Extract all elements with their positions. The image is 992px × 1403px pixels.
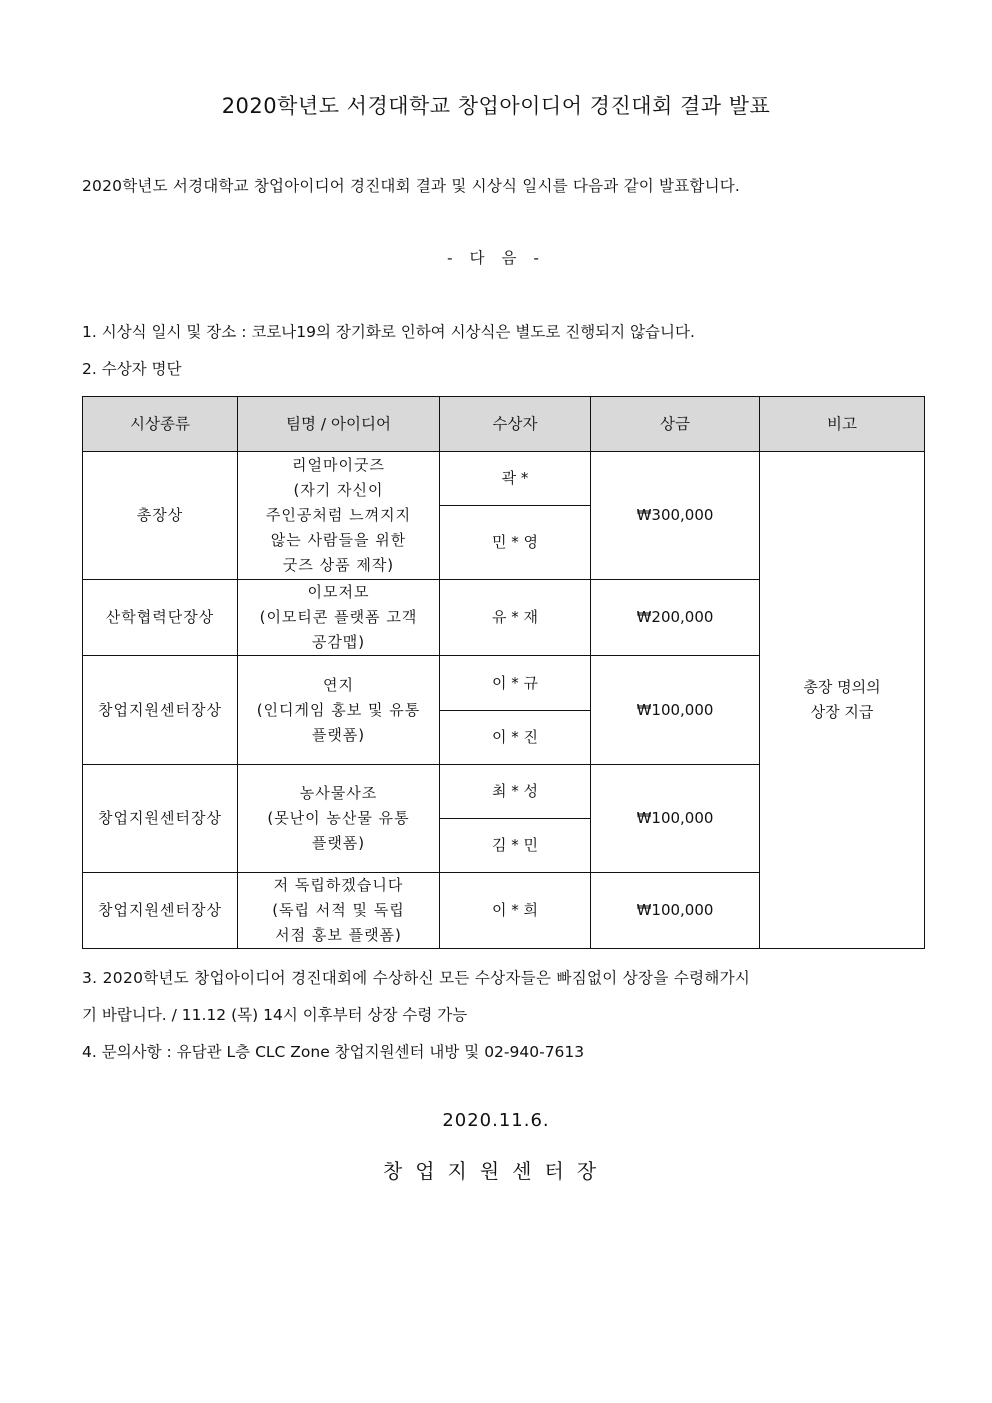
award-type-cell: 창업지원센터장상 (83, 873, 238, 949)
table-header-row (83, 397, 925, 452)
table-row (83, 452, 925, 506)
document-title: 2020학년도 서경대학교 창업아이디어 경진대회 결과 발표 (221, 94, 771, 118)
winner-cell: 김 * 민 (440, 819, 591, 873)
winner-cell: 이 * 규 (440, 656, 591, 711)
team-line: 않는 사람들을 위한 (270, 531, 407, 549)
note-line: 상장 지급 (810, 703, 874, 721)
award-type-cell: 산학협력단장상 (83, 580, 238, 656)
team-line: 플랫폼) (311, 725, 366, 744)
team-line: 이모저모 (307, 583, 370, 601)
prize-cell: ₩100,000 (591, 765, 760, 873)
award-type-cell: 창업지원센터장상 (83, 765, 238, 873)
team-line: (이모티콘 플랫폼 고객 (259, 608, 418, 626)
section-marker: - 다 음 - (447, 249, 545, 267)
team-idea-cell (238, 765, 440, 873)
header-note: 비고 (760, 397, 925, 452)
item-certificate-pickup-line2: 기 바랍니다. / 11.12 (목) 14시 이후부터 상장 수령 가능 (82, 1006, 468, 1024)
winner-cell: 최 * 성 (440, 765, 591, 819)
team-line: 굿즈 상품 제작) (282, 556, 395, 574)
team-line: (자기 자신이 (293, 481, 384, 499)
team-line: 농사물사조 (299, 784, 378, 802)
team-idea-cell (238, 656, 440, 765)
prize-cell: ₩300,000 (591, 452, 760, 580)
award-type-cell: 창업지원센터장상 (83, 656, 238, 765)
prize-cell: ₩200,000 (591, 580, 760, 656)
award-type-cell: 총장상 (83, 452, 238, 580)
note-cell (760, 452, 925, 949)
team-idea-cell (238, 580, 440, 656)
team-line: 저 독립하겠습니다 (273, 876, 404, 894)
header-team-idea: 팀명 / 아이디어 (238, 397, 440, 452)
item-contact-info: 4. 문의사항 : 유담관 L층 CLC Zone 창업지원센터 내방 및 02-940-7613 (82, 1043, 585, 1061)
winner-cell: 이 * 희 (440, 873, 591, 949)
winner-cell: 유 * 재 (440, 580, 591, 656)
team-line: 주인공처럼 느껴지지 (265, 506, 412, 524)
team-line: 서점 홍보 플랫폼) (275, 926, 402, 944)
item-ceremony-info: 1. 시상식 일시 및 장소 : 코로나19의 장기화로 인하여 시상식은 별도로 진행되지 않습니다. (82, 323, 695, 341)
intro-text: 2020학년도 서경대학교 창업아이디어 경진대회 결과 및 시상식 일시를 다음과 같이 발표합니다. (82, 177, 741, 195)
winner-cell: 민 * 영 (440, 506, 591, 580)
team-line: (인디게임 홍보 및 유통 (256, 700, 421, 719)
prize-cell: ₩100,000 (591, 656, 760, 765)
team-idea-cell (238, 873, 440, 949)
issue-date: 2020.11.6. (442, 1110, 550, 1131)
awards-table (82, 396, 925, 949)
signer: 창업지원센터장 (382, 1159, 610, 1183)
winner-cell: 곽 * (440, 452, 591, 506)
team-idea-cell (238, 452, 440, 580)
note-line: 총장 명의의 (803, 678, 881, 696)
team-line: 리얼마이굿즈 (292, 456, 385, 474)
team-line: (독립 서적 및 독립 (272, 901, 405, 919)
header-winner: 수상자 (440, 397, 591, 452)
winner-cell: 이 * 진 (440, 711, 591, 765)
item-certificate-pickup-line1: 3. 2020학년도 창업아이디어 경진대회에 수상하신 모든 수상자들은 빠짐없이 상장을 수령해가시 (82, 969, 751, 987)
team-line: 연지 (323, 675, 354, 694)
header-prize: 상금 (591, 397, 760, 452)
prize-cell: ₩100,000 (591, 873, 760, 949)
item-winner-list-heading: 2. 수상자 명단 (82, 360, 182, 378)
team-line: (못난이 농산물 유통 (267, 809, 410, 827)
header-award-type: 시상종류 (83, 397, 238, 452)
team-line: 플랫폼) (311, 834, 366, 852)
team-line: 공감맵) (311, 633, 366, 651)
